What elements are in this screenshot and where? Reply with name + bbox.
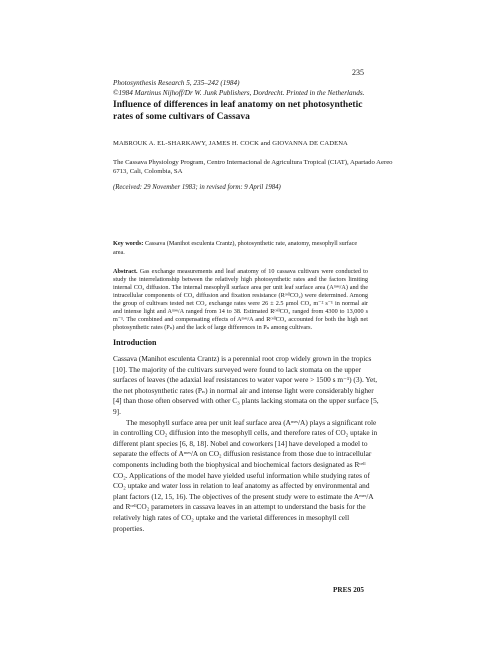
introduction-body: [113, 354, 381, 534]
abstract: [113, 268, 368, 332]
affiliation: The Cassava Physiology Program, Centro Internacional de Agricultura Tropical (CIAT), Apartado Aereo 6713, Cali, Colombia, SA: [113, 159, 393, 175]
abstract-label: Abstract.: [113, 268, 138, 275]
footer-code: PRES 205: [333, 586, 364, 594]
intro-paragraph-2: The mesophyll surface area per unit leaf surface area (Aᵐᵉˢ/A) plays a significant role in controlling CO₂ diffusion into the mesophyll cells, and therefore rates of CO₂ uptake in different plant species [6, 8, 18]. Nobel and coworkers [14] have developed a model to separate the effects of Aᵐᵉˢ/A on CO₂ diffusion resistance from those due to intracellular components including both the biophysical and biochemical factors designated as Rᶜᵉˡˡ CO₂. Applications of the model have yielded useful information while studying rates of CO₂ uptake and water loss in relation to leaf anatomy as affected by environmental and plant factors (12, 15, 16). The objectives of the present study were to estimate the Aᵐᵉˢ/A and RᶜᵉˡˡCO₂ parameters in cassava leaves in an attempt to understand the basis for the relatively high rates of CO₂ uptake and the varietal differences in mesophyll cell properties.: [113, 417, 378, 533]
page-number: 235: [352, 68, 364, 77]
journal-line-2: ©1984 Martinus Nijhoff/Dr W. Junk Publishers, Dordrecht. Printed in the Netherlands.: [113, 89, 365, 97]
keywords: [113, 240, 363, 257]
abstract-text: Gas exchange measurements and leaf anatomy of 10 cassava cultivars were conducted to study the interrelationship between the relatively high photosynthetic rates and the factors limiting internal CO₂ diffusion. The internal mesophyll surface area per unit leaf surface area (Aᵐᵉˢ/A) and the intracellular components of CO₂ diffusion and fixation resistance (RᶜᵉˡˡCO₂) were determined. Among the group of cultivars tested net CO₂ exchange rates were 26 ± 2.5 μmol CO₂ m⁻² s⁻¹ in normal air and intense light and Aᵐᵉˢ/A ranged from 14 to 38. Estimated RᶜᵉˡˡCO₂ ranged from 4300 to 13,000 s m⁻¹. The combined and compensating effects of Aᵐᵉˢ/A and RᶜᵉˡˡCO₂ accounted for both the high net photosynthetic rates (Pₙ) and the lack of large differences in Pₙ among cultivars.: [113, 268, 368, 331]
author-list: MABROUK A. EL-SHARKAWY, JAMES H. COCK and GIOVANNA DE CADENA: [113, 140, 348, 147]
section-heading-introduction: Introduction: [113, 338, 157, 347]
received-dates: (Received: 29 November 1983; in revised form: 9 April 1984): [113, 184, 281, 191]
intro-paragraph-1: Cassava (Manihot esculenta Crantz) is a perennial root crop widely grown in the tropics [10]. The majority of the cultivars surveyed were found to lack stomata on the upper surfaces of leaves (the adaxial leaf resistances to water vapor were > 1500 s m⁻¹) (3). Yet, the net photosynthetic rates (Pₙ) in normal air and intense light were considerably higher [4] than those often observed with other C₃ plants lacking stomata on the upper surface [5, 9].: [113, 354, 379, 416]
journal-line-1: Photosynthesis Research 5, 235–242 (1984): [113, 79, 240, 87]
keywords-text: Cassava (Manihot esculenta Crantz), photosynthetic rate, anatomy, mesophyll surface area.: [113, 240, 358, 256]
article-title: Influence of differences in leaf anatomy on net photosynthetic rates of some cultivars of Cassava: [113, 100, 363, 122]
keywords-label: Key words:: [113, 240, 144, 247]
journal-citation: [113, 78, 413, 98]
